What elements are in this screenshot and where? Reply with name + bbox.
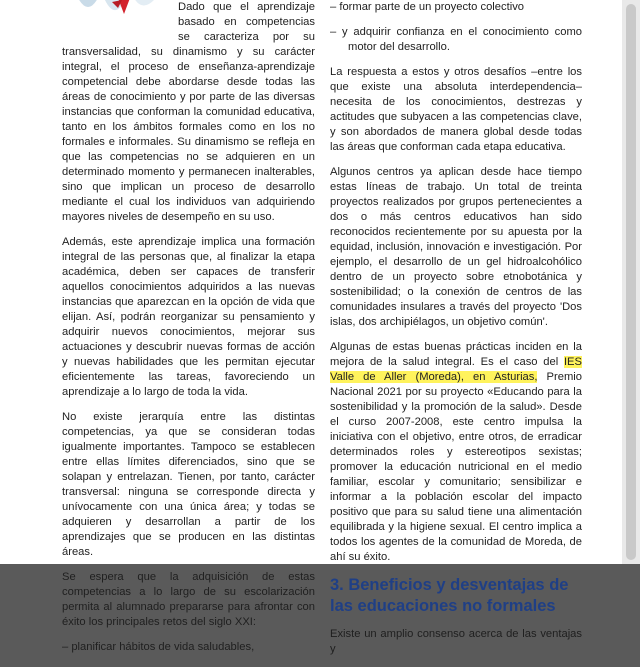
scrollbar-thumb[interactable] [626, 4, 636, 560]
left-column [62, 0, 315, 665]
section-heading: 3. Beneficios y desventajas de las educaciones no formales [330, 576, 569, 615]
list-item: – y adquirir confianza en el conocimiento como motor del desarrollo. [330, 26, 582, 53]
paragraph: Algunos centros ya aplican desde hace tiempo estas líneas de trabajo. Un total de treinta proyectos realizados por grupos pertenecientes a dos o más centros educativos han sido reconocidos recientemente por su apuesta por la equidad, inclusión, innovación e investigación. Por ejemplo, el desarrollo de un gel hidroalcohólico dentro de un proyecto sobre etnobotánica y sostenibilidad; o la conexión de centros de las comunidades insulares a través del proyecto 'Dos islas, dos archipiélagos, un objetivo común'. [330, 166, 582, 328]
paragraph: Dado que el aprendizaje basado en competencias se caracteriza por su transversalidad, su dinamismo y su carácter integral, el proceso de enseñanza-aprendizaje competencial debe abordarse desde todas las áreas de conocimiento y por parte de las diversas instancias que conforman la comunidad educativa, tanto en los ámbitos formales como en los no formales e informales. Su dinamismo se refleja en que las competencias no se adquieren en un determinado momento y permanecen inalterables, sino que implican un proceso de desarrollo mediante el cual los individuos van adquiriendo mayores niveles de desempeño en su uso. [62, 1, 315, 223]
right-column [330, 0, 582, 667]
paragraph: Existe un amplio consenso acerca de las ventajas y [330, 628, 582, 655]
flower-illustration [58, 0, 170, 38]
paragraph-text: Premio Nacional 2021 por su proyecto «Educando para la sostenibilidad y la promoción de la salud». Desde el curso 2007-2008, este centro impulsa la iniciativa con el objetivo, entre otros, de erradicar determinados roles y estereotipos sexistas; promover la educación nutricional en el medio familiar, escolar y comunitario; sensibilizar e informar a la población escolar del impacto positivo que para su salud tiene una alimentación equilibrada y la higiene sexual. El centro implica a todos los agentes de la comunidad de Moreda, de ahí su éxito. [330, 371, 582, 563]
list-item: – formar parte de un proyecto colectivo [330, 1, 525, 13]
vertical-scrollbar[interactable] [622, 0, 640, 564]
paragraph: Además, este aprendizaje implica una formación integral de las personas que, al finalizar la etapa académica, deben ser capaces de transferir aquellos conocimientos adquiridos a las nuevas instancias que aparezcan en la opción de vida que elijan. Así, podrán reorganizar su pensamiento y adquirir nuevos conocimientos, mejorar sus actuaciones y descubrir nuevas formas de acción y nuevas habilidades que les permitan ejecutar eficientemente las tareas, favoreciendo un aprendizaje a lo largo de toda la vida. [62, 236, 315, 398]
paragraph: No existe jerarquía entre las distintas competencias, ya que se consideran todas igualmente importantes. Tampoco se establecen entre ellas límites diferenciados, sino que se solapan y entrelazan. Tienen, por tanto, carácter transversal: ninguna se corresponde directa y unívocamente con una única área; y todas se adquieren y desarrollan a partir de los aprendizajes que se producen en las distintas áreas. [62, 411, 315, 558]
paragraph [330, 340, 582, 565]
paragraph: Se espera que la adquisición de estas competencias a lo largo de su escolarización permita al alumnado prepararse para afrontar con éxito los principales retos del siglo XXI: [62, 571, 315, 628]
paragraph: La respuesta a estos y otros desafíos –entre los que existe una absoluta interdependencia– necesita de los conocimientos, destrezas y actitudes que subyacen a las competencias clave, y son abordados de manera global desde todas las áreas que conforman cada etapa educativa. [330, 66, 582, 153]
list-item: – planificar hábitos de vida saludables, [62, 641, 255, 653]
highlighted-text: IES Valle de Aller (Moreda), en Asturias, [330, 356, 582, 383]
paragraph-text: Algunas de estas buenas prácticas inciden en la mejora de la salud integral. Es el caso del [330, 341, 582, 368]
